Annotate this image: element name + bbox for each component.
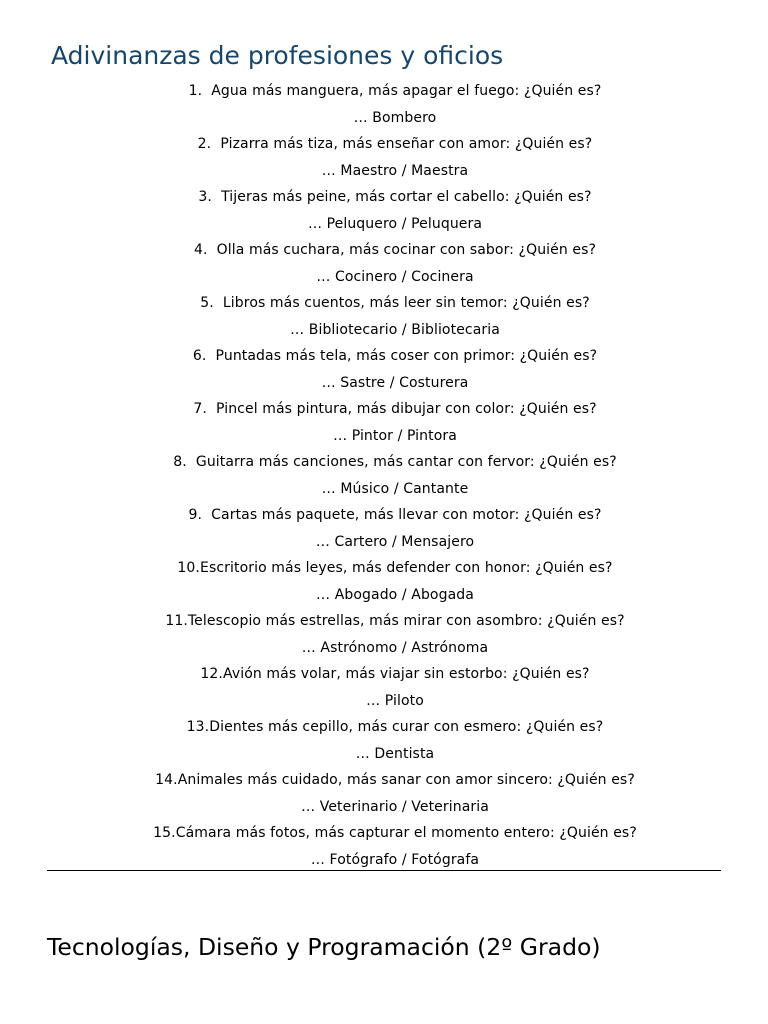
riddle-number: 6. <box>192 348 207 364</box>
riddle-question-text: Olla más cuchara, más cocinar con sabor: ¿Quién es? <box>216 242 597 258</box>
riddle-question <box>0 661 768 688</box>
riddle-answer: … Sastre / Costurera <box>321 374 469 391</box>
riddle-answer: … Piloto <box>366 692 424 709</box>
riddle-number: 5. <box>200 295 214 311</box>
riddle-list <box>0 78 768 873</box>
riddle-item <box>0 78 768 131</box>
riddle-question-text: Tijeras más peine, más cortar el cabello: ¿Quién es? <box>221 189 592 205</box>
riddle-number: 11. <box>165 613 188 629</box>
riddle-question <box>0 343 768 370</box>
riddle-question <box>0 820 768 847</box>
riddle-item <box>0 608 768 661</box>
riddle-item <box>0 714 768 767</box>
riddle-answer: … Veterinario / Veterinaria <box>301 798 489 815</box>
riddle-answer: … Peluquero / Peluquera <box>307 215 483 232</box>
riddle-question <box>0 78 768 105</box>
riddle-number: 7. <box>193 401 207 417</box>
riddle-answer: … Músico / Cantante <box>321 480 469 497</box>
riddle-number: 1. <box>188 83 203 99</box>
riddle-answer: … Maestro / Maestra <box>321 162 469 179</box>
riddle-item <box>0 343 768 396</box>
riddle-answer: … Cocinero / Cocinera <box>316 268 474 285</box>
riddle-number: 4. <box>193 242 208 258</box>
riddle-question-text: Puntadas más tela, más coser con primor: ¿Quién es? <box>215 348 598 364</box>
riddle-item <box>0 449 768 502</box>
riddle-answer: … Dentista <box>355 745 435 762</box>
riddle-number: 15. <box>153 825 176 841</box>
riddle-question <box>0 396 768 423</box>
horizontal-rule <box>47 870 721 871</box>
riddle-question <box>0 608 768 635</box>
riddle-question <box>0 290 768 317</box>
section-heading: Tecnologías, Diseño y Programación (2º Grado) <box>47 933 601 961</box>
riddle-number: 2. <box>197 136 212 152</box>
riddle-question-text: Cartas más paquete, más llevar con motor: ¿Quién es? <box>211 507 602 523</box>
riddle-question <box>0 131 768 158</box>
riddle-item <box>0 820 768 873</box>
riddle-number: 9. <box>188 507 203 523</box>
riddle-question-text: Escritorio más leyes, más defender con honor: ¿Quién es? <box>200 560 613 576</box>
riddle-question <box>0 184 768 211</box>
riddle-number: 3. <box>198 189 212 205</box>
riddle-item <box>0 555 768 608</box>
riddle-answer: … Bibliotecario / Bibliotecaria <box>290 321 500 338</box>
document-title: Adivinanzas de profesiones y oficios <box>51 41 504 70</box>
riddle-question-text: Agua más manguera, más apagar el fuego: ¿Quién es? <box>211 83 602 99</box>
riddle-item <box>0 502 768 555</box>
riddle-question <box>0 449 768 476</box>
riddle-question-text: Cámara más fotos, más capturar el momento entero: ¿Quién es? <box>175 825 637 841</box>
riddle-number: 14. <box>155 772 178 788</box>
riddle-number: 12. <box>200 666 223 682</box>
riddle-answer: … Fotógrafo / Fotógrafa <box>310 851 480 868</box>
riddle-number: 13. <box>186 719 210 735</box>
riddle-item <box>0 184 768 237</box>
riddle-item <box>0 131 768 184</box>
riddle-question-text: Telescopio más estrellas, más mirar con asombro: ¿Quién es? <box>187 613 625 629</box>
riddle-number: 10. <box>177 560 200 576</box>
riddle-question-text: Libros más cuentos, más leer sin temor: ¿Quién es? <box>222 295 590 311</box>
riddle-number: 8. <box>173 454 187 470</box>
riddle-question-text: Pincel más pintura, más dibujar con color: ¿Quién es? <box>215 401 597 417</box>
riddle-answer: … Cartero / Mensajero <box>315 533 475 550</box>
riddle-question-text: Pizarra más tiza, más enseñar con amor: ¿Quién es? <box>220 136 593 152</box>
riddle-item <box>0 237 768 290</box>
riddle-item <box>0 661 768 714</box>
riddle-question <box>0 714 768 741</box>
riddle-question <box>0 237 768 264</box>
riddle-question-text: Dientes más cepillo, más curar con esmero: ¿Quién es? <box>209 719 604 735</box>
riddle-answer: … Bombero <box>353 109 437 126</box>
riddle-question-text: Avión más volar, más viajar sin estorbo: ¿Quién es? <box>223 666 590 682</box>
riddle-item <box>0 396 768 449</box>
riddle-question <box>0 502 768 529</box>
riddle-question-text: Animales más cuidado, más sanar con amor sincero: ¿Quién es? <box>177 772 635 788</box>
riddle-item <box>0 767 768 820</box>
riddle-question <box>0 555 768 582</box>
riddle-answer: … Pintor / Pintora <box>333 427 457 444</box>
riddle-answer: … Abogado / Abogada <box>316 586 474 603</box>
riddle-item <box>0 290 768 343</box>
riddle-answer: … Astrónomo / Astrónoma <box>301 639 489 656</box>
riddle-question-text: Guitarra más canciones, más cantar con fervor: ¿Quién es? <box>195 454 617 470</box>
riddle-question <box>0 767 768 794</box>
